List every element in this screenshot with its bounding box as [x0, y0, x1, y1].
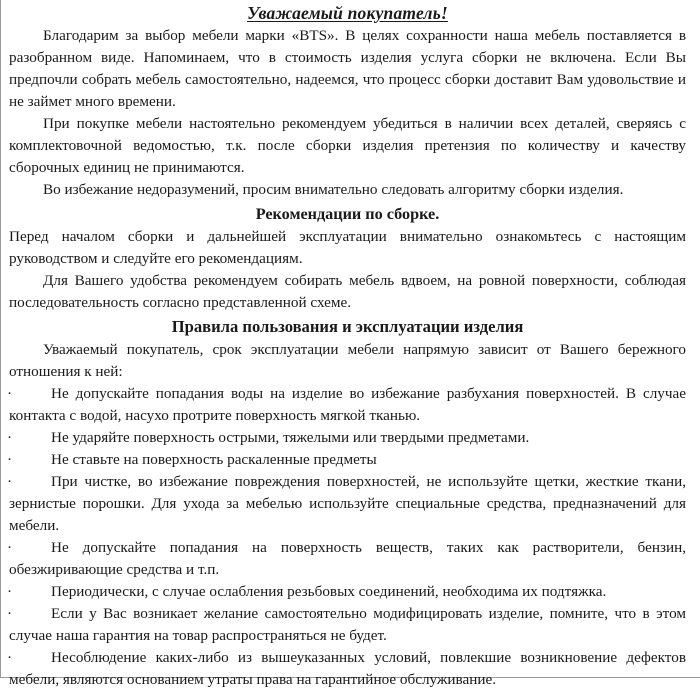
usage-rule-text: Если у Вас возникает желание самостоятельно модифицировать изделие, помните, что в этом случае наша гарантия на товар распространяться не будет. — [9, 605, 686, 644]
bullet-dot-icon: · — [7, 605, 13, 622]
usage-rule-item — [9, 581, 686, 603]
intro-paragraph-2: При покупке мебели настоятельно рекомендуем убедиться в наличии всех деталей, сверяясь с комплектовочной ведомостью, т.к. после сборки изделия претензия по количеству и качеству сборочных единиц не принимаются. — [9, 115, 686, 176]
usage-rule-item — [9, 427, 686, 449]
bullet-dot-icon: · — [7, 649, 13, 666]
intro-paragraph-1: Благодарим за выбор мебели марки «BTS». В целях сохранности наша мебель поставляется в разобранном виде. Напоминаем, что в стоимость изделия услуга сборки не включена. Если Вы предпочли собрать мебель самостоятельно, надеемся, что процесс сборки доставит Вам удовольствие и не займет много времени. — [9, 27, 686, 110]
usage-rule-text: Не ставьте на поверхность раскаленные предметы — [51, 451, 377, 468]
bullet-dot-icon: · — [7, 429, 13, 446]
usage-rule-item — [9, 647, 686, 691]
bullet-dot-icon: · — [7, 385, 13, 402]
assembly-paragraph-1: Перед началом сборки и дальнейшей эксплуатации внимательно ознакомьтесь с настоящим руководством и следуйте его рекомендациям. — [9, 228, 686, 267]
bullet-dot-icon: · — [7, 451, 13, 468]
heading-assembly-recommendations: Рекомендации по сборке. — [255, 205, 440, 223]
usage-rule-item — [9, 383, 686, 427]
assembly-paragraph-2: Для Вашего удобства рекомендуем собирать мебель вдвоем, на ровной поверхности, соблюдая последовательность согласно представленной схеме. — [9, 272, 686, 311]
heading-usage-rules: Правила пользования и эксплуатации изделия — [171, 317, 524, 336]
bullet-dot-icon: · — [7, 473, 13, 490]
bullet-dot-icon: · — [7, 583, 13, 600]
intro-paragraph-3: Во избежание недоразумений, просим внимательно следовать алгоритму сборки изделия. — [43, 181, 624, 198]
usage-rule-item — [9, 603, 686, 647]
bullet-dot-icon: · — [7, 539, 13, 556]
usage-rule-item — [9, 471, 686, 537]
usage-rule-text: Периодически, с случае ослабления резьбовых соединений, необходима их подтяжка. — [51, 583, 607, 600]
usage-rule-item — [9, 537, 686, 581]
usage-rule-text: Не ударяйте поверхность острыми, тяжелыми или твердыми предметами. — [51, 429, 530, 446]
usage-rule-text: Несоблюдение каких-либо из вышеуказанных условий, повлекшие возникновение дефектов мебели, являются основанием утраты права на гарантийное обслуживание. — [9, 649, 686, 688]
usage-rule-item — [9, 449, 686, 471]
usage-rule-text: При чистке, во избежание повреждения поверхностей, не используйте щетки, жесткие ткани, зернистые порошки. Для ухода за мебелью используйте специальные средства, предназначений для мебели. — [9, 473, 686, 534]
usage-intro-paragraph: Уважаемый покупатель, срок эксплуатации мебели напрямую зависит от Вашего бережного отношения к ней: — [9, 341, 686, 380]
page-title-text: Уважаемый покупатель! — [247, 3, 448, 23]
usage-rule-text: Не допускайте попадания на поверхность веществ, таких как растворители, бензин, обезжиривающие средства и т.п. — [9, 539, 686, 578]
usage-rule-text: Не допускайте попадания воды на изделие во избежание разбухания поверхностей. В случае контакта с водой, насухо протрите поверхность мягкой тканью. — [9, 385, 686, 424]
page-title — [9, 2, 686, 24]
